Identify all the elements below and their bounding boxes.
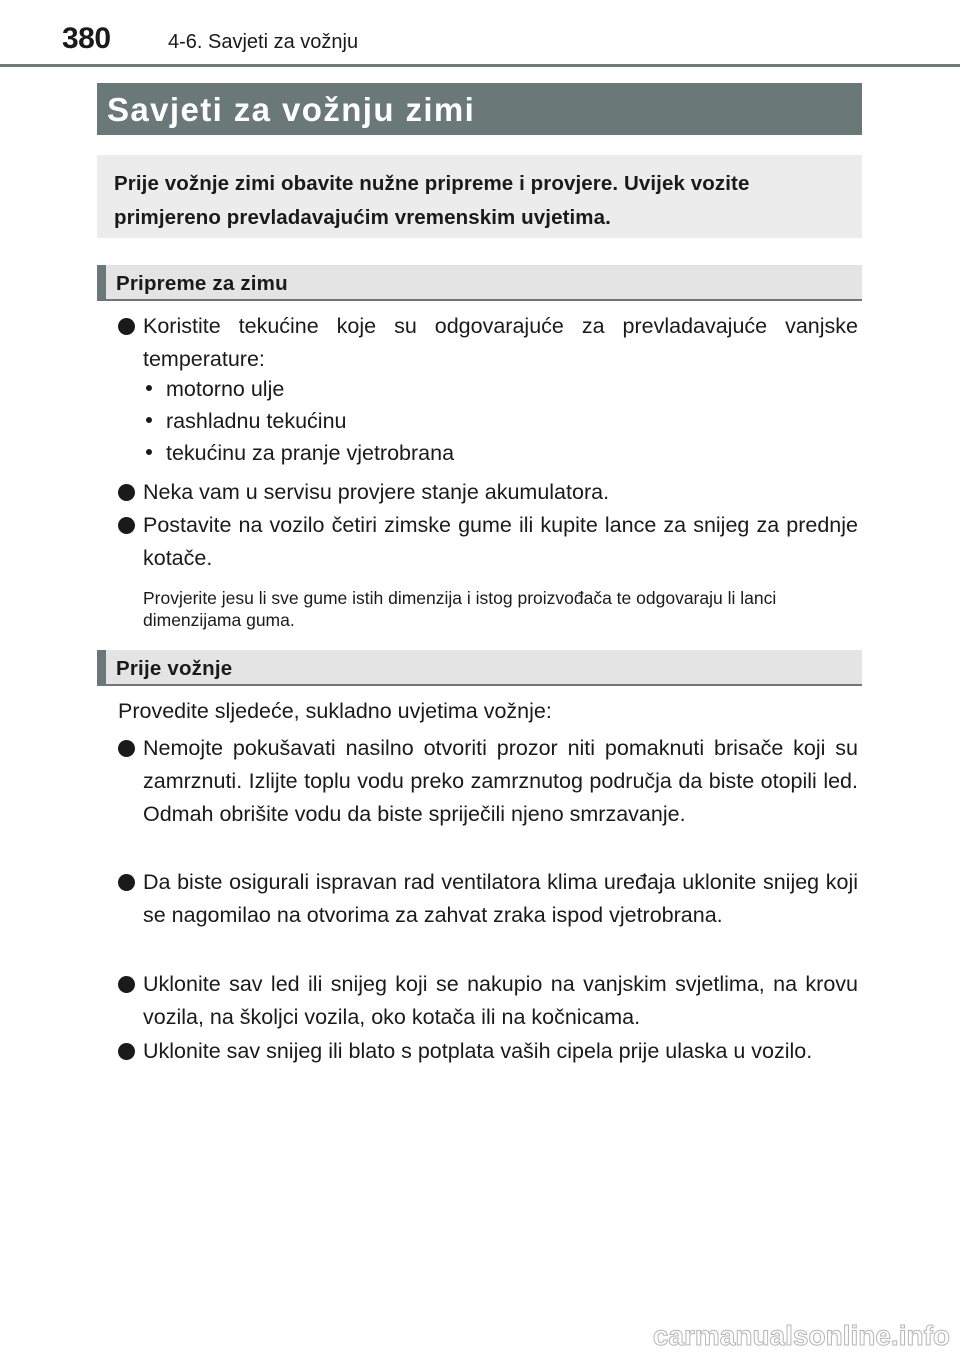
page-title: Savjeti za vožnju zimi	[107, 91, 476, 128]
bullet-dot-icon	[118, 517, 135, 534]
sub-list-item	[146, 405, 346, 437]
section-heading-text: Prije vožnje	[116, 657, 233, 680]
bullet-text: Uklonite sav snijeg ili blato s potplata vaših cipela prije ulaska u vozilo.	[143, 1039, 813, 1063]
note-text: Provjerite jesu li sve gume istih dimenzija i istog proizvođača te odgovaraju li lanci dimenzijama guma.	[143, 588, 777, 630]
bullet-text: Uklonite sav led ili snijeg koji se nakupio na vanjskim svjetlima, na krovu vozila, na školjci vozila, oko kotača ili na kočnicama.	[143, 972, 858, 1029]
bullet-dot-icon	[118, 318, 135, 335]
bullet-dot-icon	[118, 874, 135, 891]
sub-bullet-icon	[146, 385, 152, 391]
page-header	[0, 0, 960, 70]
bullet-dot-icon	[118, 1043, 135, 1060]
watermark-text: carmanualsonline.info	[652, 1320, 950, 1351]
sub-bullet-icon	[146, 417, 152, 423]
bullet-item	[118, 310, 858, 376]
bullet-text: Da biste osigurali ispravan rad ventilatora klima uređaja uklonite snijeg koji se nagomilao na otvorima za zahvat zraka ispod vjetrobrana.	[143, 870, 858, 927]
section-heading-before-driving	[97, 650, 862, 686]
page-number: 380	[62, 22, 111, 55]
sub-list-text: tekućinu za pranje vjetrobrana	[166, 441, 455, 465]
page-title-bar	[97, 83, 862, 135]
watermark-logo	[560, 1318, 955, 1352]
bullet-text: Nemojte pokušavati nasilno otvoriti prozor niti pomaknuti brisače koji su zamrznuti. Izlijte toplu vodu preko zamrznutog područja da biste otopili led. Odmah obrišite vodu da biste spriječili njeno smrzavanje.	[143, 736, 858, 826]
bullet-text: Neka vam u servisu provjere stanje akumulatora.	[143, 480, 610, 504]
bullet-item	[118, 509, 858, 575]
header-rule	[0, 64, 960, 67]
section-heading-winter-prep	[97, 265, 862, 301]
bullet-item	[118, 732, 858, 831]
sub-list-text: motorno ulje	[166, 377, 285, 401]
bullet-dot-icon	[118, 740, 135, 757]
sub-list-text: rashladnu tekućinu	[166, 409, 347, 433]
bullet-text: Postavite na vozilo četiri zimske gume ili kupite lance za snijeg za prednje kotače.	[143, 513, 858, 570]
bullet-dot-icon	[118, 976, 135, 993]
sub-list-item	[146, 437, 454, 469]
bullet-text: Koristite tekućine koje su odgovarajuće za prevladavajuće vanjske temperature:	[143, 314, 858, 371]
lead-text: Provedite sljedeće, sukladno uvjetima vožnje:	[118, 699, 552, 723]
intro-text: Prije vožnje zimi obavite nužne pripreme i provjere. Uvijek vozite primjereno prevladavajućim vremenskim uvjetima.	[114, 172, 750, 229]
bullet-dot-icon	[118, 484, 135, 501]
bullet-item	[118, 476, 858, 509]
intro-box	[97, 155, 862, 238]
bullet-item	[118, 968, 858, 1034]
section-heading-text: Pripreme za zimu	[116, 272, 288, 295]
sub-list-item	[146, 373, 284, 405]
bullet-item	[118, 1035, 858, 1068]
sub-bullet-icon	[146, 449, 152, 455]
section-reference: 4-6. Savjeti za vožnju	[168, 31, 359, 53]
bullet-item	[118, 866, 858, 932]
